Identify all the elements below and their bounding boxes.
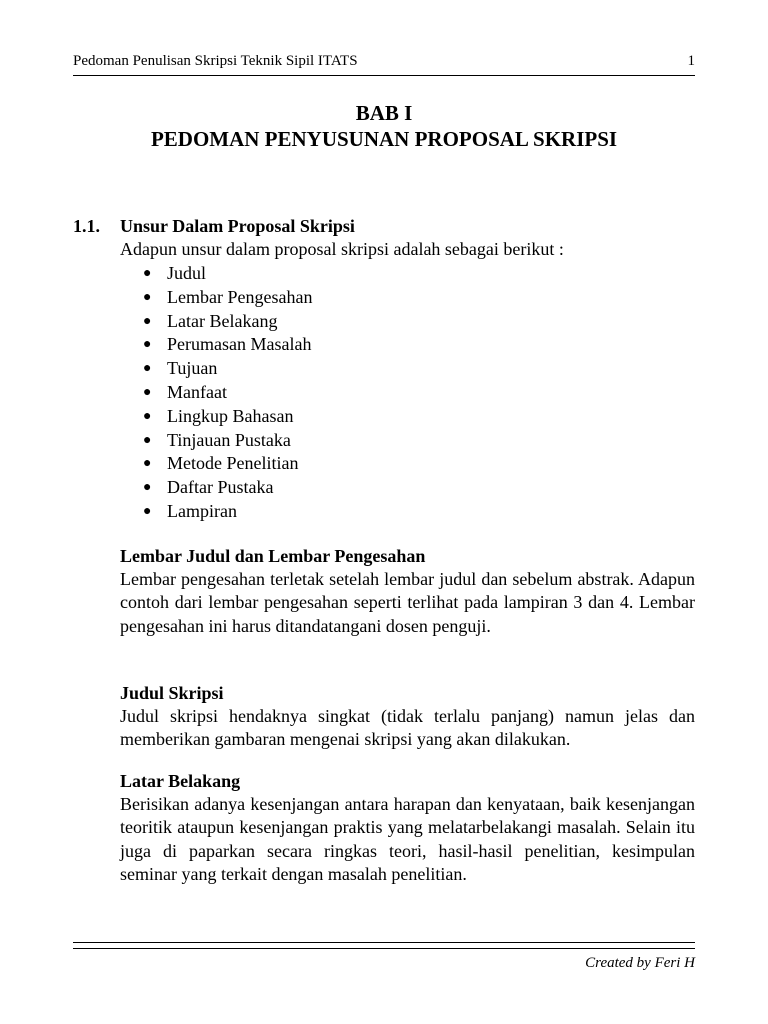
section-intro: Adapun unsur dalam proposal skripsi adalah sebagai berikut : [120, 239, 564, 259]
list-item: ● Perumasan Masalah [143, 333, 312, 357]
footer-divider [73, 942, 695, 943]
chapter-label: BAB I [355, 101, 413, 125]
bullet-icon: ● [143, 361, 152, 377]
bullet-icon: ● [143, 408, 152, 424]
bullet-icon: ● [143, 480, 152, 496]
subsection-body: Lembar pengesahan terletak setelah lembar judul dan sebelum abstrak. Adapun contoh dari lembar pengesahan seperti terlihat pada lampiran 3 dan 4. Lembar pengesahan ini harus ditandatangani dosen penguji. [120, 569, 695, 636]
bullet-icon: ● [143, 456, 152, 472]
section-heading [73, 216, 355, 237]
bullet-icon: ● [143, 289, 152, 305]
subsection-heading: Lembar Judul dan Lembar Pengesahan [120, 546, 426, 566]
page-header [73, 53, 695, 73]
list-item: ● Tujuan [143, 357, 312, 381]
page-number: 1 [687, 53, 695, 69]
footer-credit: Created by Feri H [585, 955, 695, 971]
bullet-icon: ● [143, 503, 152, 519]
header-title: Pedoman Penulisan Skripsi Teknik Sipil ITATS [73, 53, 358, 69]
list-item: ● Manfaat [143, 381, 312, 405]
list-item: ● Metode Penelitian [143, 452, 312, 476]
chapter-heading: PEDOMAN PENYUSUNAN PROPOSAL SKRIPSI [150, 127, 618, 151]
bullet-icon: ● [143, 432, 152, 448]
list-item: ● Daftar Pustaka [143, 476, 312, 500]
subsection-heading: Latar Belakang [120, 771, 241, 791]
bullet-icon: ● [143, 313, 152, 329]
footer-divider [73, 948, 695, 949]
section-number: 1.1. [73, 216, 100, 236]
list-item: ● Lampiran [143, 500, 312, 524]
subsection-judul-skripsi [120, 682, 695, 752]
list-item: ● Judul [143, 262, 312, 286]
bullet-icon: ● [143, 337, 152, 353]
list-item: ● Tinjauan Pustaka [143, 429, 312, 453]
subsection-lembar-pengesahan [120, 545, 695, 638]
subsection-latar-belakang [120, 770, 695, 886]
list-item: ● Lingkup Bahasan [143, 405, 312, 429]
proposal-elements-list [143, 262, 312, 524]
bullet-icon: ● [143, 384, 152, 400]
header-divider [73, 75, 695, 76]
section-title: Unsur Dalam Proposal Skripsi [120, 216, 355, 236]
list-item: ● Lembar Pengesahan [143, 286, 312, 310]
subsection-body: Judul skripsi hendaknya singkat (tidak terlalu panjang) namun jelas dan memberikan gambaran mengenai skripsi yang akan dilakukan. [120, 706, 695, 750]
bullet-icon: ● [143, 266, 152, 281]
subsection-heading: Judul Skripsi [120, 683, 224, 703]
chapter-title [73, 100, 695, 152]
subsection-body: Berisikan adanya kesenjangan antara harapan dan kenyataan, baik kesenjangan teoritik ataupun kesenjangan praktis yang melatarbelakangi masalah. Selain itu juga di paparkan secara ringkas teori, hasil-hasil penelitian, kesimpulan seminar yang terkait dengan masalah penelitian. [120, 794, 695, 884]
list-item: ● Latar Belakang [143, 310, 312, 334]
